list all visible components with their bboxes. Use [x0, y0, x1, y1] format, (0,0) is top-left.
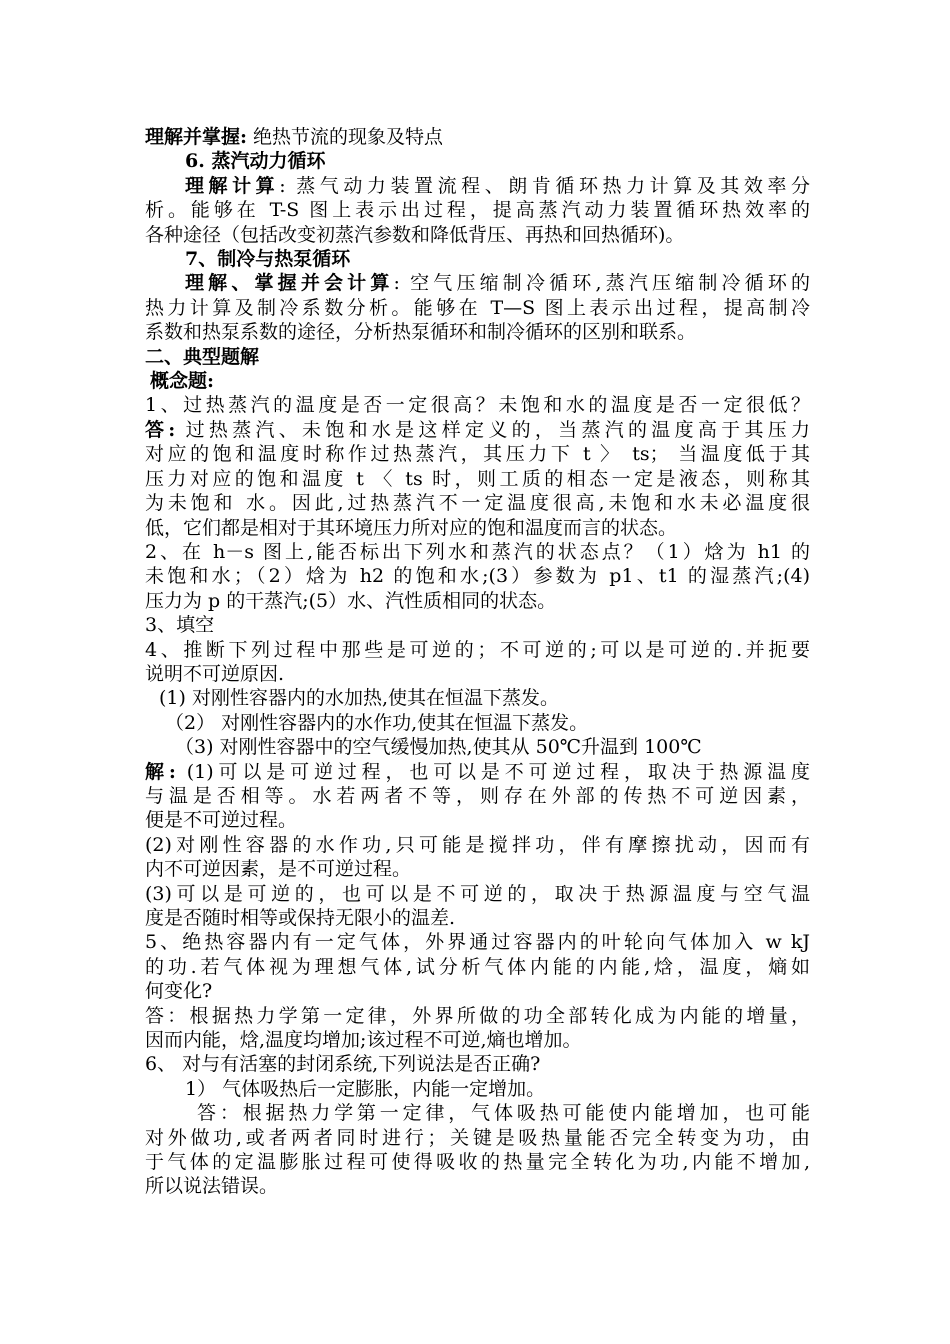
section-heading: 6. 蒸汽动力循环: [185, 150, 326, 173]
line: 析。能够在 T-S 图上表示出过程，提高蒸汽动力装置循环热效率的: [145, 199, 810, 222]
section-heading: 7、制冷与热泵循环: [185, 248, 351, 271]
text: : 空气压缩制冷循环,蒸汽压缩制冷循环的: [393, 272, 810, 295]
line: [145, 174, 810, 198]
text: : 蒸气动力装置流程、朗肯循环热力计算及其效率分: [279, 174, 810, 197]
line: 为未饱和 水。因此,过热蒸汽不一定温度很高,未饱和水未必温度很: [145, 492, 810, 515]
bold-label: 理解、掌握并会计算: [185, 272, 394, 295]
line: 于气体的定温膨胀过程可使得吸收的热量完全转化为功,内能不增加,: [145, 1151, 810, 1174]
question: 4、推断下列过程中那些是可逆的；不可逆的;可以是可逆的.并扼要: [145, 638, 810, 661]
line: 热力计算及制冷系数分析。能够在 T—S 图上表示出过程，提高制冷: [145, 296, 810, 319]
line: 何变化?: [145, 980, 213, 1003]
list-item: （2） 对刚性容器内的水作功,使其在恒温下蒸发。: [165, 711, 589, 734]
line: [145, 125, 810, 149]
line: [145, 418, 810, 442]
bold-label: 理解计算: [185, 174, 280, 197]
question: 2、在 h－s 图上,能否标出下列水和蒸汽的状态点？（1）焓为 h1 的: [145, 540, 810, 563]
text: 绝热节流的现象及特点: [247, 126, 444, 148]
bold-label: 解:: [145, 760, 176, 783]
bold-label: 答:: [145, 418, 176, 441]
question: 6、 对与有活塞的封闭系统,下列说法是否正确?: [145, 1053, 541, 1076]
list-item: 1） 气体吸热后一定膨胀，内能一定增加。: [185, 1077, 546, 1100]
line: 未饱和水；（2）焓为 h2 的饱和水;(3）参数为 p1、t1 的湿蒸汽;(4): [145, 565, 810, 588]
line: 说明不可逆原因.: [145, 662, 285, 685]
list-item: （3) 对刚性容器中的空气缓慢加热,使其从 50℃升温到 100℃: [175, 736, 702, 759]
line: 答：根据热力学第一定律，外界所做的功全部转化成为内能的增量，: [145, 1004, 810, 1027]
question: 3、填空: [145, 614, 215, 637]
list-item: (1) 对刚性容器内的水加热,使其在恒温下蒸发。: [159, 687, 559, 710]
line: 系数和热泵系数的途径，分析热泵循环和制冷循环的区别和联系。: [145, 321, 697, 344]
line: [145, 760, 810, 784]
line: 内不可逆因素，是不可逆过程。: [145, 858, 412, 881]
line: 因而内能，焓,温度均增加;该过程不可逆,熵也增加。: [145, 1029, 582, 1052]
document-page: [145, 125, 810, 1199]
line: 压力为 p 的干蒸汽;(5）水、汽性质相同的状态。: [145, 589, 557, 612]
subheading: 概念题:: [150, 370, 215, 393]
question: 1、过热蒸汽的温度是否一定很高？未饱和水的温度是否一定很低？: [145, 394, 810, 417]
text: (1)可以是可逆过程，也可以是不可逆过程，取决于热源温度: [175, 760, 810, 783]
section-heading: 二、典型题解: [145, 345, 260, 368]
line: 低，它们都是相对于其环境压力所对应的饱和温度而言的状态。: [145, 516, 678, 539]
question: 5、绝热容器内有一定气体，外界通过容器内的叶轮向气体加入 w kJ: [145, 931, 810, 954]
line: 的功.若气体视为理想气体,试分析气体内能的内能,焓，温度，熵如: [145, 955, 810, 978]
line: 与温是否相等。水若两者不等，则存在外部的传热不可逆因素，: [145, 784, 810, 807]
line: 对外做功,或者两者同时进行；关键是吸热量能否完全转变为功，由: [145, 1126, 810, 1149]
line: [145, 271, 810, 295]
bold-label: 理解并掌握:: [145, 126, 248, 148]
line: 度是否随时相等或保持无限小的温差.: [145, 907, 456, 929]
text: 过热蒸汽、未饱和水是这样定义的，当蒸汽的温度高于其压力: [175, 418, 811, 441]
line: 便是不可逆过程。: [145, 809, 298, 832]
line: 所以说法错误。: [145, 1175, 279, 1198]
line: 压力对应的饱和温度 t 〈 ts 时，则工质的相态一定是液态，则称其: [145, 467, 810, 490]
line: (2)对刚性容器的水作功,只可能是搅拌功，伴有摩擦扰动，因而有: [145, 833, 810, 856]
line: (3)可以是可逆的，也可以是不可逆的，取决于热源温度与空气温: [145, 882, 810, 905]
line: 对应的饱和温度时称作过热蒸汽，其压力下 t 〉 ts； 当温度低于其: [145, 443, 810, 466]
line: 各种途径（包括改变初蒸汽参数和降低背压、再热和回热循环)。: [145, 223, 685, 246]
line: 答：根据热力学第一定律，气体吸热可能使内能增加，也可能: [197, 1102, 810, 1125]
